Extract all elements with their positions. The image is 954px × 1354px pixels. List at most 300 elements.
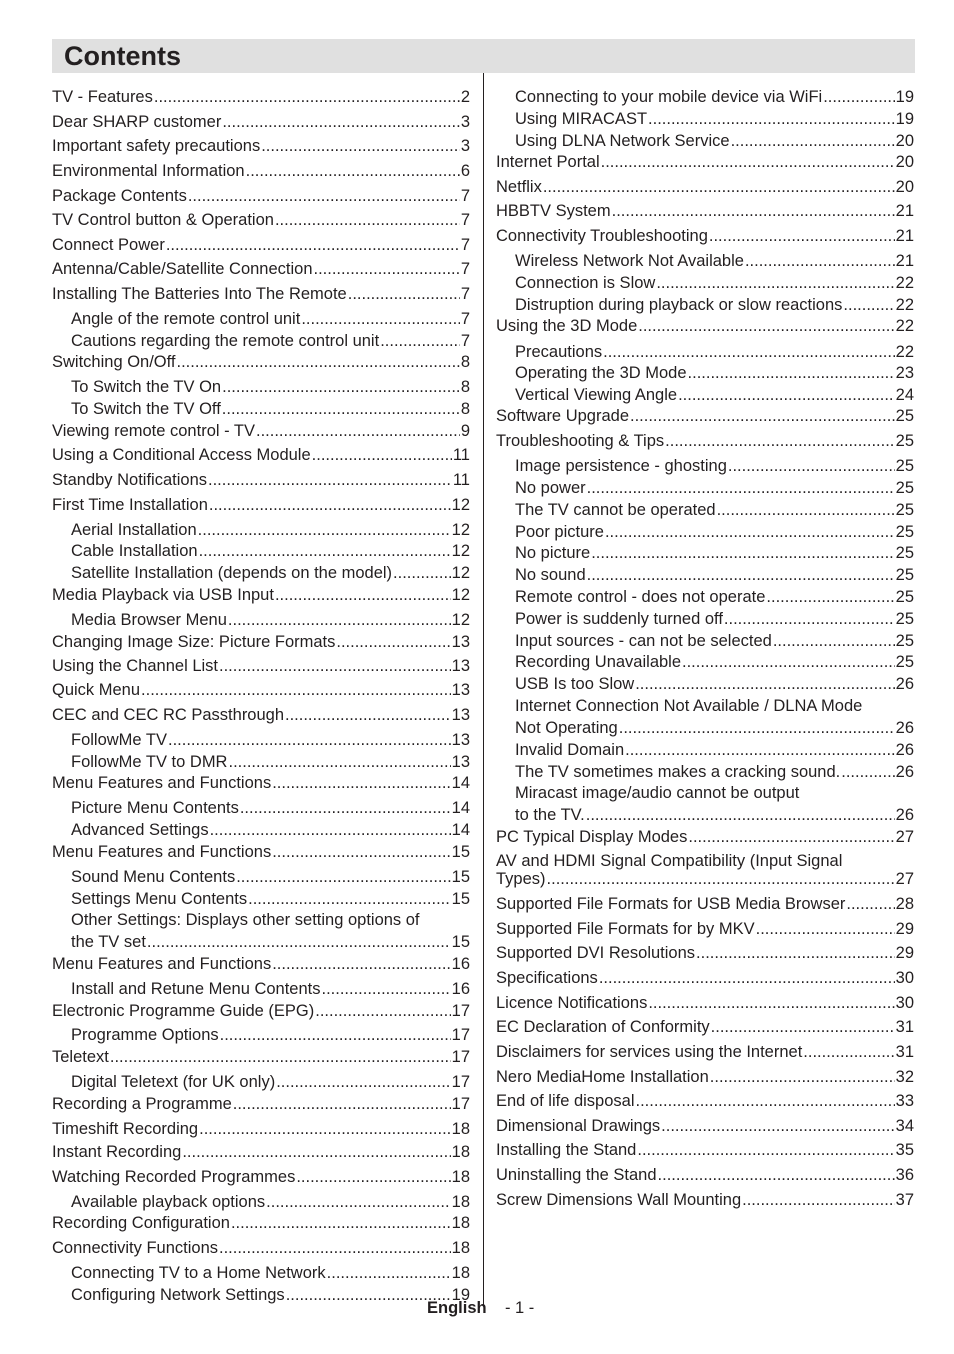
toc-entry-page-number: 14 xyxy=(451,799,470,817)
toc-entry-title: Vertical Viewing Angle xyxy=(515,386,678,404)
toc-entry-page-number: 24 xyxy=(895,386,914,404)
toc-entry-page-number: 16 xyxy=(451,980,470,998)
dot-leader xyxy=(272,954,450,974)
toc-entry xyxy=(52,87,470,107)
toc-entry-page-number: 29 xyxy=(895,944,914,962)
dot-leader xyxy=(766,587,894,607)
toc-entry xyxy=(71,309,470,329)
toc-entry-page-number: 21 xyxy=(895,227,914,245)
toc-entry-page-number: 27 xyxy=(895,828,914,846)
dot-leader xyxy=(711,1017,895,1037)
dot-leader xyxy=(188,186,460,206)
toc-entry-title: Sound Menu Contents xyxy=(71,868,236,886)
dot-leader xyxy=(248,889,451,909)
toc-entry-title: Connect Power xyxy=(52,236,165,254)
dot-leader xyxy=(276,1072,450,1092)
toc-entry-page-number: 12 xyxy=(451,586,470,604)
toc-entry xyxy=(515,652,914,672)
dot-leader xyxy=(266,1192,450,1212)
toc-entry-page-number: 25 xyxy=(895,523,914,541)
dot-leader xyxy=(682,652,895,672)
toc-entry-title: Install and Retune Menu Contents xyxy=(71,980,321,998)
toc-entry-title: HBBTV System xyxy=(496,202,611,220)
dot-leader xyxy=(182,1142,450,1162)
toc-entry xyxy=(515,109,914,129)
toc-entry-page-number: 14 xyxy=(451,821,470,839)
toc-entry-page-number: 20 xyxy=(895,178,914,196)
toc-entry-title: Internet Portal xyxy=(496,153,600,171)
toc-entry-title: Not Operating xyxy=(515,719,618,737)
toc-entry-page-number: 32 xyxy=(895,1068,914,1086)
toc-entry xyxy=(496,177,914,197)
dot-leader xyxy=(348,284,460,304)
toc-entry-title: Uninstalling the Stand xyxy=(496,1166,657,1184)
toc-entry xyxy=(52,1047,470,1067)
toc-entry xyxy=(515,609,914,629)
dot-leader xyxy=(630,406,895,426)
dot-leader xyxy=(275,585,451,605)
toc-entry xyxy=(496,827,914,847)
dot-leader xyxy=(710,1067,895,1087)
dot-leader xyxy=(336,632,450,652)
toc-entry xyxy=(515,295,914,315)
toc-entry-title: Recording a Programme xyxy=(52,1095,232,1113)
toc-entry-page-number: 37 xyxy=(895,1191,914,1209)
toc-entry-page-number: 22 xyxy=(895,274,914,292)
dot-leader xyxy=(648,109,895,129)
toc-entry-page-number: 28 xyxy=(895,895,914,913)
dot-leader xyxy=(322,979,451,999)
toc-entry-title: Timeshift Recording xyxy=(52,1120,199,1138)
dot-leader xyxy=(745,251,895,271)
toc-entry xyxy=(71,399,470,419)
dot-leader xyxy=(275,210,460,230)
toc-entry-title: Input sources - can not be selected xyxy=(515,632,772,650)
toc-entry-title: PC Typical Display Modes xyxy=(496,828,688,846)
footer-page-number: - 1 - xyxy=(504,1299,535,1317)
toc-entry-title: Installing the Stand xyxy=(496,1141,637,1159)
toc-entry-page-number: 23 xyxy=(895,364,914,382)
toc-entry-title: Media Playback via USB Input xyxy=(52,586,274,604)
dot-leader xyxy=(625,740,895,760)
toc-entry-title: Connectivity Troubleshooting xyxy=(496,227,708,245)
toc-entry-page-number: 21 xyxy=(895,252,914,270)
toc-entry xyxy=(71,910,470,930)
toc-entry-title: Advanced Settings xyxy=(71,821,209,839)
toc-entry-page-number: 17 xyxy=(451,1026,470,1044)
toc-entry-page-number: 18 xyxy=(451,1143,470,1161)
toc-entry xyxy=(496,894,914,914)
toc-entry-page-number: 7 xyxy=(460,285,470,303)
toc-entry xyxy=(71,610,470,630)
toc-entry-title: The TV cannot be operated xyxy=(515,501,716,519)
toc-entry xyxy=(52,954,470,974)
toc-entry xyxy=(52,1001,470,1021)
toc-entry-title: Angle of the remote control unit xyxy=(71,310,301,328)
toc-entry-page-number: 19 xyxy=(895,88,914,106)
toc-entry-page-number: 30 xyxy=(895,969,914,987)
toc-entry-page-number: 13 xyxy=(451,731,470,749)
dot-leader xyxy=(220,1025,451,1045)
toc-entry xyxy=(496,201,914,221)
toc-entry xyxy=(52,259,470,279)
toc-entry-page-number: 31 xyxy=(895,1018,914,1036)
toc-entry xyxy=(515,522,914,542)
dot-leader xyxy=(210,820,451,840)
dot-leader xyxy=(228,610,451,630)
toc-entry xyxy=(71,867,470,887)
dot-leader xyxy=(678,385,895,405)
toc-entry xyxy=(71,377,470,397)
toc-entry xyxy=(515,385,914,405)
toc-entry xyxy=(52,1213,470,1233)
toc-entry xyxy=(52,235,470,255)
toc-entry-title: Types) xyxy=(496,870,546,888)
dot-leader xyxy=(261,136,460,156)
toc-entry-title: Miracast image/audio cannot be output xyxy=(515,784,800,802)
toc-entry-title: Menu Features and Functions xyxy=(52,774,272,792)
toc-entry-page-number: 8 xyxy=(460,353,470,371)
toc-entry-page-number: 22 xyxy=(895,317,914,335)
toc-entry-title: Watching Recorded Programmes xyxy=(52,1168,296,1186)
toc-entry xyxy=(515,273,914,293)
toc-entry xyxy=(515,740,914,760)
toc-entry xyxy=(496,406,914,426)
dot-leader xyxy=(222,399,460,419)
toc-entry-title: Recording Unavailable xyxy=(515,653,682,671)
toc-entry-page-number: 8 xyxy=(460,378,470,396)
dot-leader xyxy=(285,705,451,725)
toc-entry-title: Installing The Batteries Into The Remote xyxy=(52,285,347,303)
toc-entry-title: Programme Options xyxy=(71,1026,219,1044)
toc-entry-page-number: 15 xyxy=(451,933,470,951)
toc-entry xyxy=(515,674,914,694)
toc-entry-page-number: 34 xyxy=(895,1117,914,1135)
toc-entry xyxy=(52,210,470,230)
footer-language: English xyxy=(427,1299,487,1317)
toc-entry-title: To Switch the TV Off xyxy=(71,400,221,418)
toc-entry xyxy=(71,1192,470,1212)
toc-entry-page-number: 9 xyxy=(460,422,470,440)
dot-leader xyxy=(168,730,451,750)
dot-leader xyxy=(601,152,895,172)
dot-leader xyxy=(742,1190,895,1210)
toc-entry-title: Cautions regarding the remote control unit xyxy=(71,332,380,350)
toc-entry-page-number: 25 xyxy=(895,501,914,519)
toc-entry-page-number: 6 xyxy=(460,162,470,180)
toc-entry xyxy=(496,919,914,939)
toc-entry-page-number: 14 xyxy=(451,774,470,792)
toc-entry-page-number: 25 xyxy=(895,566,914,584)
toc-entry-title: No power xyxy=(515,479,586,497)
toc-entry-title: Remote control - does not operate xyxy=(515,588,766,606)
toc-entry-title: Instant Recording xyxy=(52,1143,182,1161)
toc-entry xyxy=(52,1119,470,1139)
toc-entry xyxy=(52,842,470,862)
toc-entry-title: Important safety precautions xyxy=(52,137,261,155)
dot-leader xyxy=(638,316,894,336)
toc-entry xyxy=(515,587,914,607)
dot-leader xyxy=(599,968,895,988)
dot-leader xyxy=(823,87,894,107)
toc-entry xyxy=(71,979,470,999)
toc-entry xyxy=(515,342,914,362)
toc-entry-title: Environmental Information xyxy=(52,162,245,180)
toc-entry-page-number: 12 xyxy=(451,564,470,582)
toc-entry xyxy=(496,431,914,451)
dot-leader xyxy=(605,522,895,542)
dot-leader xyxy=(846,894,894,914)
toc-entry xyxy=(52,352,470,372)
toc-entry xyxy=(71,520,470,540)
toc-entry-title: Recording Configuration xyxy=(52,1214,230,1232)
toc-entry-title: Troubleshooting & Tips xyxy=(496,432,665,450)
toc-entry xyxy=(71,1263,470,1283)
toc-entry-page-number: 18 xyxy=(451,1214,470,1232)
toc-entry xyxy=(52,773,470,793)
dot-leader xyxy=(709,226,895,246)
toc-entry xyxy=(52,1094,470,1114)
toc-entry xyxy=(496,943,914,963)
toc-entry-page-number: 13 xyxy=(451,706,470,724)
toc-entry-page-number: 12 xyxy=(451,496,470,514)
toc-entry-title: Connecting TV to a Home Network xyxy=(71,1264,326,1282)
dot-leader xyxy=(219,1238,451,1258)
toc-entry-title: Cable Installation xyxy=(71,542,198,560)
toc-entry-page-number: 19 xyxy=(895,110,914,128)
toc-entry xyxy=(52,421,470,441)
toc-entry xyxy=(496,1042,914,1062)
toc-entry xyxy=(71,752,470,772)
toc-entry-title: Changing Image Size: Picture Formats xyxy=(52,633,336,651)
toc-entry xyxy=(496,1116,914,1136)
toc-entry-page-number: 25 xyxy=(895,588,914,606)
toc-entry xyxy=(52,656,470,676)
dot-leader xyxy=(717,500,895,520)
toc-entry xyxy=(52,680,470,700)
toc-entry-page-number: 15 xyxy=(451,890,470,908)
dot-leader xyxy=(240,798,451,818)
toc-entry-page-number: 7 xyxy=(460,187,470,205)
toc-entry xyxy=(71,932,470,952)
toc-entry xyxy=(515,363,914,383)
toc-entry-title: End of life disposal xyxy=(496,1092,635,1110)
toc-entry-page-number: 13 xyxy=(451,753,470,771)
toc-entry-title: To Switch the TV On xyxy=(71,378,222,396)
toc-entry xyxy=(515,131,914,151)
dot-leader xyxy=(731,131,895,151)
toc-entry xyxy=(515,456,914,476)
dot-leader xyxy=(327,1263,451,1283)
toc-entry-page-number: 35 xyxy=(895,1141,914,1159)
toc-entry-title: Connection is Slow xyxy=(515,274,656,292)
dot-leader xyxy=(773,631,895,651)
dot-leader xyxy=(803,1042,894,1062)
dot-leader xyxy=(198,520,451,540)
toc-entry xyxy=(52,112,470,132)
dot-leader xyxy=(688,827,894,847)
toc-entry xyxy=(52,284,470,304)
dot-leader xyxy=(199,541,451,561)
dot-leader xyxy=(110,1047,451,1067)
dot-leader xyxy=(612,201,895,221)
dot-leader xyxy=(591,543,894,563)
dot-leader xyxy=(231,1213,451,1233)
toc-entry xyxy=(71,541,470,561)
toc-entry xyxy=(52,445,470,465)
toc-entry-title: Invalid Domain xyxy=(515,741,625,759)
toc-entry-page-number: 26 xyxy=(895,806,914,824)
toc-entry xyxy=(52,186,470,206)
dot-leader xyxy=(661,1116,894,1136)
toc-entry-title: Using MIRACAST xyxy=(515,110,648,128)
toc-entry-title: No sound xyxy=(515,566,586,584)
toc-entry-title: Teletext xyxy=(52,1048,109,1066)
dot-leader xyxy=(256,421,460,441)
dot-leader xyxy=(166,235,460,255)
toc-entry xyxy=(71,730,470,750)
toc-entry-page-number: 31 xyxy=(895,1043,914,1061)
toc-entry xyxy=(515,87,914,107)
dot-leader xyxy=(636,1091,895,1111)
dot-leader xyxy=(228,752,450,772)
toc-entry-title: Supported File Formats for USB Media Browser xyxy=(496,895,846,913)
dot-leader xyxy=(296,1167,450,1187)
toc-entry-page-number: 17 xyxy=(451,1002,470,1020)
toc-entry-title: Internet Connection Not Available / DLNA Mode xyxy=(515,697,863,715)
dot-leader xyxy=(724,609,895,629)
dot-leader xyxy=(665,431,894,451)
toc-entry-title: Using DLNA Network Service xyxy=(515,132,730,150)
toc-entry-title: TV - Features xyxy=(52,88,153,106)
toc-entry-page-number: 26 xyxy=(895,763,914,781)
dot-leader xyxy=(222,377,460,397)
toc-entry-title: Menu Features and Functions xyxy=(52,843,272,861)
toc-entry xyxy=(52,632,470,652)
toc-entry xyxy=(496,968,914,988)
toc-entry-title: Dear SHARP customer xyxy=(52,113,222,131)
dot-leader xyxy=(141,680,451,700)
toc-entry-page-number: 22 xyxy=(895,296,914,314)
toc-entry-page-number: 15 xyxy=(451,868,470,886)
dot-leader xyxy=(843,295,894,315)
toc-entry-page-number: 17 xyxy=(451,1048,470,1066)
page-footer xyxy=(427,1298,534,1318)
dot-leader xyxy=(841,762,894,782)
toc-entry-title: Wireless Network Not Available xyxy=(515,252,744,270)
toc-entry xyxy=(515,251,914,271)
toc-entry-title: the TV set xyxy=(71,933,146,951)
toc-entry-page-number: 13 xyxy=(451,657,470,675)
toc-entry xyxy=(496,1190,914,1210)
toc-entry-title: Antenna/Cable/Satellite Connection xyxy=(52,260,313,278)
dot-leader xyxy=(314,259,460,279)
toc-entry-title: FollowMe TV xyxy=(71,731,167,749)
toc-entry xyxy=(515,718,914,738)
toc-entry-title: Using a Conditional Access Module xyxy=(52,446,311,464)
toc-entry-page-number: 33 xyxy=(895,1092,914,1110)
toc-entry xyxy=(71,331,470,351)
toc-entry-title: Netflix xyxy=(496,178,542,196)
toc-entry-page-number: 18 xyxy=(451,1193,470,1211)
toc-entry-title: Using the Channel List xyxy=(52,657,219,675)
dot-leader xyxy=(209,495,451,515)
toc-entry-page-number: 11 xyxy=(452,446,470,464)
toc-entry xyxy=(71,1285,470,1305)
dot-leader xyxy=(272,773,450,793)
toc-entry-title: AV and HDMI Signal Compatibility (Input Signal xyxy=(496,852,843,870)
toc-entry-page-number: 7 xyxy=(460,332,470,350)
toc-entry-title: to the TV. xyxy=(515,806,585,824)
toc-entry xyxy=(71,1025,470,1045)
dot-leader xyxy=(756,919,895,939)
toc-entry-page-number: 13 xyxy=(451,681,470,699)
toc-entry-title: Connecting to your mobile device via WiFi xyxy=(515,88,823,106)
dot-leader xyxy=(222,112,459,132)
toc-entry-title: USB Is too Slow xyxy=(515,675,635,693)
dot-leader xyxy=(246,161,460,181)
dot-leader xyxy=(177,352,460,372)
toc-entry-title: Viewing remote control - TV xyxy=(52,422,255,440)
dot-leader xyxy=(233,1094,451,1114)
toc-entry-page-number: 25 xyxy=(895,432,914,450)
toc-entry xyxy=(496,316,914,336)
toc-entry-page-number: 3 xyxy=(460,113,470,131)
dot-leader xyxy=(656,273,894,293)
toc-entry-page-number: 22 xyxy=(895,343,914,361)
toc-entry-title: Standby Notifications xyxy=(52,471,208,489)
toc-entry-title: Screw Dimensions Wall Mounting xyxy=(496,1191,742,1209)
toc-entry xyxy=(496,1091,914,1111)
toc-entry-title: EC Declaration of Conformity xyxy=(496,1018,710,1036)
column-divider xyxy=(483,73,484,1305)
dot-leader xyxy=(312,445,452,465)
dot-leader xyxy=(696,943,895,963)
toc-entry-page-number: 2 xyxy=(460,88,470,106)
toc-entry-page-number: 18 xyxy=(451,1239,470,1257)
toc-entry-title: Power is suddenly turned off xyxy=(515,610,723,628)
toc-entry-title: CEC and CEC RC Passthrough xyxy=(52,706,285,724)
page-title: Contents xyxy=(64,41,181,71)
toc-entry-title: Precautions xyxy=(515,343,603,361)
toc-entry-page-number: 19 xyxy=(451,1286,470,1304)
dot-leader xyxy=(688,363,895,383)
toc-entry-title: Satellite Installation (depends on the model) xyxy=(71,564,393,582)
toc-entry-title: Nero MediaHome Installation xyxy=(496,1068,709,1086)
toc-entry-title: Picture Menu Contents xyxy=(71,799,239,817)
toc-entry xyxy=(496,226,914,246)
toc-entry-page-number: 25 xyxy=(895,653,914,671)
toc-entry-title: First Time Installation xyxy=(52,496,208,514)
dot-leader xyxy=(547,869,895,889)
toc-entry xyxy=(71,563,470,583)
dot-leader xyxy=(199,1119,451,1139)
dot-leader xyxy=(619,718,895,738)
toc-entry-title: Licence Notifications xyxy=(496,994,648,1012)
toc-entry-title: Settings Menu Contents xyxy=(71,890,248,908)
toc-entry-page-number: 16 xyxy=(451,955,470,973)
toc-entry-page-number: 3 xyxy=(460,137,470,155)
toc-entry xyxy=(496,851,914,871)
dot-leader xyxy=(380,331,460,351)
toc-entry-title: TV Control button & Operation xyxy=(52,211,274,229)
toc-entry-page-number: 12 xyxy=(451,542,470,560)
toc-entry-page-number: 25 xyxy=(895,610,914,628)
toc-entry-page-number: 21 xyxy=(895,202,914,220)
toc-entry-title: Software Upgrade xyxy=(496,407,629,425)
toc-entry-title: Aerial Installation xyxy=(71,521,197,539)
toc-entry-page-number: 17 xyxy=(451,1095,470,1113)
